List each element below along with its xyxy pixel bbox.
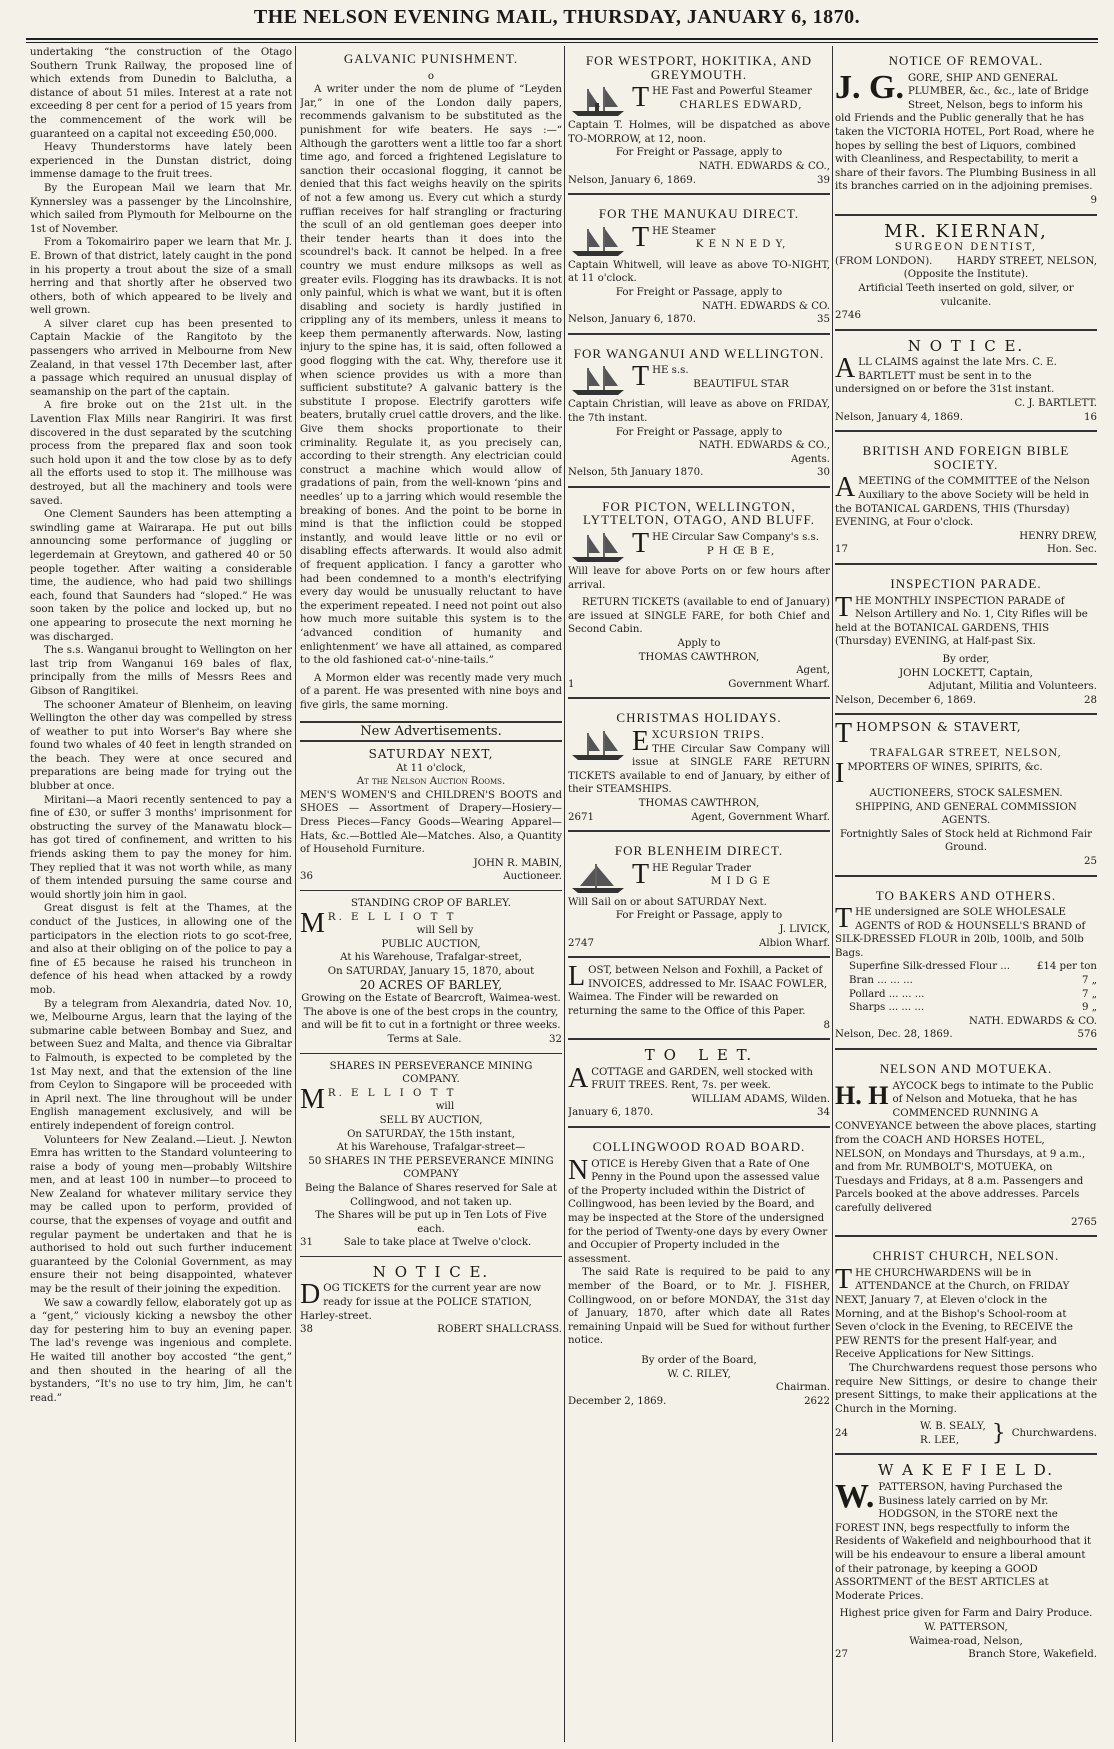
masthead-rule — [26, 38, 1098, 40]
ad-sign: W. B. SEALY, — [920, 1421, 986, 1433]
ad-number: 9 — [1090, 194, 1097, 206]
news-paragraph: Heavy Thunderstorms have lately been experienced in the Dunstan district, doing immense damage to the fruit trees. — [30, 142, 292, 181]
ad-line: On SATURDAY, the 15th instant, — [347, 1128, 515, 1140]
advertisement — [568, 492, 830, 700]
ad-title: STANDING CROP OF BARLEY. — [351, 898, 511, 910]
ad-sign: HENRY DREW, — [1019, 530, 1097, 542]
ad-title: FOR WANGANUI AND WELLINGTON. — [573, 345, 825, 361]
drop-cap: T — [632, 361, 650, 393]
ad-line: (FROM LONDON). — [835, 255, 933, 267]
ad-line: By order of the Board, — [641, 1354, 757, 1366]
ad-number: 27 — [835, 1649, 848, 1661]
advertisement — [568, 836, 830, 958]
ad-line: Highest price given for Farm and Dairy Produce. — [839, 1608, 1093, 1620]
ad-line: P H Œ B E, — [706, 545, 776, 557]
ad-line: SURGEON DENTIST, — [894, 242, 1038, 254]
drop-cap: T — [835, 591, 853, 623]
ad-title: SATURDAY NEXT, — [368, 747, 494, 762]
news-paragraph: One Clement Saunders has been attempting a swindling game at Wairarapa. He put out bills announcing some performance of juggling or legerdemain at Greytown, and gathered 40 or 50 people together. After waiting a considerable time, the audience, who had paid two shillings each, found that Saunders had “sloped.” He was soon taken by the police and locked up, but no one appearing to prosecute the next morning he was discharged. — [30, 509, 292, 643]
ad-line: Apply to — [677, 638, 721, 650]
ship-icon — [568, 531, 628, 565]
ad-line: Waimea-road, Nelson, — [909, 1635, 1023, 1647]
drop-cap: L — [568, 961, 586, 993]
ad-number: 2746 — [835, 310, 861, 322]
ad-number: 36 — [300, 871, 313, 883]
ad-line: Adjutant, Militia and Volunteers. — [928, 681, 1097, 693]
article-separator: o — [427, 70, 435, 82]
advertisement — [300, 1261, 562, 1343]
ad-body: Captain T. Holmes, will be dispatched as above TO-MORROW, at 12, noon. — [568, 120, 830, 145]
price-row: Pollard ... ... ... 7 „ — [849, 988, 1097, 1000]
column-three — [568, 46, 830, 1742]
ad-line: 20 ACRES OF BARLEY, — [359, 977, 503, 992]
ad-line: Fortnightly Sales of Stock held at Richmond Fair Ground. — [839, 828, 1093, 854]
ad-role: Chairman. — [775, 1382, 830, 1394]
price-row: Sharps ... ... ... 9 „ — [849, 1002, 1097, 1014]
ad-body: The said Rate is required to be paid to any member of the Board, or to Mr. J. FISHER, Collingwood, on or before MONDAY, the 31st day of January, 1870, after which date all Rates remaining Unpaid will be Sued for without further notice. — [568, 1267, 830, 1347]
ad-title: CHRIST CHURCH, NELSON. — [872, 1248, 1060, 1264]
price-row: Superfine Silk-dressed Flour ... £14 per ton — [849, 961, 1097, 973]
ad-sign: R. LEE, — [920, 1434, 960, 1446]
drop-cap: A — [835, 472, 856, 504]
column-divider — [832, 46, 833, 1742]
ad-number: 16 — [1084, 411, 1097, 423]
ad-body: THE Circular Saw Company will issue at SINGLE FARE RETURN TICKETS available to end of January, by either of their STEAMSHIPS. — [568, 743, 830, 796]
ad-line: will Sell by — [416, 925, 474, 937]
ad-body: Will leave for above Ports on or few hours after arrival. — [568, 566, 830, 591]
drop-cap: T — [632, 82, 650, 114]
ad-title: N O T I C E. — [907, 336, 1025, 355]
ad-line: Terms at Sale. — [387, 1033, 462, 1045]
ad-sign: ROBERT SHALLCRASS. — [437, 1324, 562, 1336]
drop-cap: I — [835, 757, 845, 789]
ad-title: MR. KIERNAN, — [884, 220, 1048, 242]
ship-icon — [568, 862, 628, 896]
ad-body: Captain Christian, will leave as above on FRIDAY, the 7th instant. — [568, 399, 830, 424]
ad-line: XCURSION TRIPS. — [652, 730, 765, 741]
ad-number: 1 — [568, 678, 575, 690]
ad-date: January 6, 1870. — [568, 1107, 654, 1119]
ad-sign: THOMAS CAWTHRON, — [638, 797, 760, 809]
ad-line: K E N N E D Y, — [695, 239, 787, 251]
ad-title: HOMPSON & STAVERT, — [856, 720, 1022, 735]
ad-body: HE undersigned are SOLE WHOLESALE AGENTS of ROD & HOUNSELL'S BRAND of SILK-DRESSED FLOUR in 20lb, 100lb, and 50lb Bags. — [835, 907, 1086, 959]
drop-cap: T — [835, 903, 853, 935]
ad-number: 39 — [817, 174, 830, 186]
ad-sign: NATH. EDWARDS & CO., — [698, 160, 830, 172]
masthead: THE NELSON EVENING MAIL, THURSDAY, JANUARY 6, 1870. — [253, 6, 861, 28]
news-paragraph: Great disgust is felt at the Thames, at the conduct of the Justices, in allowing one of the participators in the election riots to go scot-free, and also at their obliging on of the police to pay a fine of £5 because he raised his truncheon in defence of his head when attacked by a rowdy mob. — [30, 903, 292, 996]
ad-line: HARDY STREET, NELSON, — [956, 255, 1097, 267]
advertisement — [568, 1132, 830, 1414]
ad-number: 24 — [835, 1428, 848, 1440]
advertisement — [300, 746, 562, 891]
advertisement — [835, 1054, 1097, 1237]
ad-line: For Freight or Passage, apply to — [615, 147, 783, 159]
advertisement — [835, 220, 1097, 331]
ad-number: 31 — [300, 1237, 313, 1249]
article-title: GALVANIC PUNISHMENT. — [343, 51, 519, 66]
article-body: A Mormon elder was recently made very much of a parent. He was presented with nine boys and five girls, the same morning. — [300, 672, 562, 711]
ad-line: Being the Balance of Shares reserved for Sale at Collingwood, and not taken up. — [305, 1182, 557, 1208]
ad-body: MEETING of the COMMITTEE of the Nelson Auxiliary to the above Society will be held in the BOTANICAL GARDENS, THIS (Thursday) EVENING, at Four o'clock. — [835, 476, 1090, 529]
ship-icon — [568, 364, 628, 398]
ad-line: HE Circular Saw Company's s.s. — [652, 532, 820, 544]
ad-line: At the Nelson Auction Rooms. — [356, 776, 506, 788]
ad-title: FOR THE MANUKAU DIRECT. — [598, 206, 800, 222]
advertisement: CHRIST CHURCH, NELSON. THE CHURCHWARDENS will be in ATTENDANCE at the Church, on FRIDAY NEXT, January 7, at Eleven o'clock in the Morning, and at the Bishop's School-room at Seven o'clock in the Evening, to RECEIVE the PEW RENTS for the present Half-year, and Receive Applications for New Sittings. The Churchwardens request those persons who require New Sittings, or desire to change their present Sittings, to make their applications at the Church in the Morning. 24 W. B. SEALY, R. LEE, } Churchwardens. — [835, 1241, 1097, 1455]
ad-role: Agent, — [796, 665, 830, 677]
news-paragraph: undertaking “the construction of the Otago Southern Trunk Railway, the proposed line of which extends from Dunedin to Balclutha, a distance of about 51 miles. Interest at a rate not exceeding 8 per cent for a period of 15 years from the commencement of the work will be guaranteed on a capital not exceeding £50,000. — [30, 47, 292, 140]
ad-line: Albion Wharf. — [759, 937, 830, 949]
advertisement — [568, 199, 830, 335]
ad-title: T O L E T. — [644, 1046, 754, 1065]
ad-title: CHRISTMAS HOLIDAYS. — [616, 710, 782, 726]
ad-sign: NATH. EDWARDS & CO. — [702, 300, 830, 312]
ad-number: 30 — [817, 467, 830, 479]
ad-line: Agent, Government Wharf. — [691, 811, 830, 823]
news-paragraph: The s.s. Wanganui brought to Wellington on her last trip from Wanganui 169 bales of flax, principally from the mills of Messrs Rees and Gibson of Rangitikei. — [30, 645, 292, 697]
news-paragraph: A fire broke out on the 21st ult. in the Lavention Flax Mills near Rangiriri. It was first discovered in the dust separated by the scutching process from the prepared flax and soon took such hold upon it and the tow close by as to defy all the efforts used to stop it. The millhouse was destroyed, but all the machinery and tools were saved. — [30, 400, 292, 507]
ad-line: At his Warehouse, Trafalgar-street— — [336, 1142, 526, 1154]
ad-number: 34 — [817, 1107, 830, 1119]
news-paragraph: A silver claret cup has been presented to Captain Mackie of the Rangitoto by the passengers who arrived in Melbourne from New Zealand, in that vessel 17th December last, after a passage which required an unusual display of seamanship on the part of the captain. — [30, 318, 292, 398]
advertisement — [568, 46, 830, 195]
drop-cap: N — [568, 1154, 589, 1186]
ad-title: NELSON AND MOTUEKA. — [879, 1061, 1053, 1077]
ad-line: SELL BY AUCTION, — [379, 1114, 483, 1126]
news-paragraph: The schooner Amateur of Blenheim, on leaving Wellington the other day was compelled by stress of weather to put into Worser's Bay where she found two whales of 40 feet in length stranded on the beach. They were at once secured and preparations are being made for trying out the blubber at once. — [30, 699, 292, 793]
ad-number: 8 — [823, 1019, 830, 1031]
ad-line: Government Wharf. — [728, 678, 830, 690]
drop-cap: T — [632, 221, 650, 253]
ad-line: R. E L L I O T T — [327, 911, 457, 923]
drop-cap: T — [835, 1263, 853, 1295]
drop-cap: M — [300, 907, 325, 939]
advertisement — [835, 719, 1097, 876]
advertisement — [568, 1044, 830, 1128]
news-paragraph: From a Tokomairiro paper we learn that Mr. J. E. Brown of that district, lately caught in the pond in his property a trout about the size of a small herring and that shortly after he observed two others, both of which appeared to be lively and well grown. — [30, 237, 292, 317]
ad-logo: J. G. — [835, 68, 904, 106]
ad-body: Captain Whitwell, will leave as above TO-NIGHT, at 11 o'clock. — [568, 259, 830, 285]
ship-icon — [568, 225, 628, 259]
drop-cap: T — [835, 718, 854, 750]
ad-sign: W. PATTERSON, — [924, 1622, 1008, 1633]
ad-role: Churchwardens. — [1011, 1428, 1097, 1440]
ad-date: Nelson, Dec. 28, 1869. — [835, 1029, 953, 1041]
ad-sign: JOHN R. MABIN, — [473, 857, 562, 869]
advertisement — [568, 962, 830, 1040]
ad-number: 2622 — [804, 1395, 830, 1407]
price-row: Bran ... ... ... 7 „ — [849, 975, 1097, 987]
ad-body: HE CHURCHWARDENS will be in ATTENDANCE at the Church, on FRIDAY NEXT, January 7, at Eleven o'clock in the Morning, and at the Bishop's School-room at Seven o'clock in the Evening, to RECEIVE the PEW RENTS for the present Half-year, and Receive Applications for New Sittings. — [835, 1267, 1073, 1361]
article-body: A writer under the nom de plume of “Leyden Jar,” in one of the London daily papers, recommends galvanism to be substituted as the punishment for wife beaters. He says :—“ Although the garotters went a little too far a short time ago, and forced a frightened Legislature to sanction their occasional flogging, it cannot be denied that this fact weighs heavily on the spirits of not a few among us. Every cut which a sturdy ruffian receives for half strangling or fracturing the scull of an old gentleman goes deeper into their tender hearts than it does into the scoundrel's back. It cannot be helped. In a free country we must endure milksops as well as greater evils. Flogging has its drawbacks. It is not only painful, which is what we want, but it is often disabling and society is hardly justified in crippling any of its members, unless it means to keep them permanently afterwards. Now, lasting injury to the spine has, it is said, often followed a good flogging with the cat. Why, therefore use it when science provides us with a more than sufficient substitute? A galvanic battery is the substitute I propose. Electrify garotters wife beaters, brutally cruel cattle drovers, and the like. Give them shocks proportionate to their criminality. Regulate it, as you precisely can, according to their strength. Any electrician could construct a machine which would allow of gradations of pain, from the well-known ‘pins and needles’ up to a jarring which would resemble the breaking of bones. And the point to be borne in mind is that the infliction could be stopped instantly, and would leave little or no evil or disabling effects afterwards. It would also admit of frequent application. I fancy a garotter who had been condemned to a month's electrifying every day would be unusually reluctant to have the experiment repeated. I need not point out also how much more suitable this system is to the ‘advanced condition of humanity and enlightenment’ we have all attained, as compared to the old fashioned cat-o'-nine-tails.” — [300, 84, 562, 667]
ad-sign: J. LIVICK, — [779, 923, 830, 935]
advertisement — [568, 703, 830, 832]
ad-line: 50 SHARES IN THE PERSEVERANCE MINING COMPANY — [308, 1155, 554, 1181]
ad-logo: W. — [835, 1478, 875, 1516]
news-column — [30, 46, 292, 1742]
ad-line: By order, — [942, 653, 990, 665]
drop-cap: E — [632, 726, 650, 757]
ad-number: 38 — [300, 1324, 313, 1336]
ad-title: SHARES IN PERSEVERANCE MINING COMPANY. — [329, 1060, 533, 1086]
column-four — [835, 46, 1097, 1742]
ad-line: At his Warehouse, Trafalgar-street, — [340, 952, 522, 964]
ad-sign: THOMAS CAWTHRON, — [638, 651, 760, 663]
drop-cap: D — [300, 1279, 321, 1311]
drop-cap: A — [568, 1062, 589, 1094]
ad-line: will — [435, 1101, 455, 1113]
section-heading: New Advertisements. — [300, 721, 562, 743]
ad-body: OTICE is Hereby Given that a Rate of One Penny in the Pound upon the assessed value of the Property included within the District of Collingwood, has been levied by the Board, and may be inspected at the Store of the undersigned for the period of Twenty-one days by every Owner and Occupier of Property included in the assessment. — [568, 1158, 828, 1265]
ship-icon — [568, 85, 628, 119]
ad-line: Artificial Teeth inserted on gold, silver, or vulcanite. — [858, 282, 1074, 308]
ad-number: 28 — [1084, 694, 1097, 706]
ad-body: Will Sail on or about SATURDAY Next. — [568, 896, 767, 908]
drop-cap: T — [632, 528, 650, 560]
ad-body: The Churchwardens request those persons who require New Sittings, or desire to change their present Sittings, to make their applications at the Church in the Morning. — [835, 1362, 1097, 1415]
advertisement — [835, 436, 1097, 565]
ad-line: HE Steamer — [652, 225, 716, 237]
ad-body: PATTERSON, having Purchased the Business lately carried on by Mr. HODGSON, in the STORE next the FOREST INN, begs respectfully to inform the Residents of Wakefield and neighbourhood that it will be his endeavour to ensure a liberal amount of their patronage, by keeping a GOOD ASSORTMENT of the BEST ARTICLES at Moderate Prices. — [835, 1482, 1092, 1602]
advertisement — [835, 1459, 1097, 1667]
news-paragraph: Miritani—a Maori recently sentenced to pay a fine of £30, or suffer 3 months' imprisonment for obstructing the survey of the Manawatu block—has got tired of confinement, and written to his friends asking them to pay the money for him. They replied that it was not worth while, as many of them intended pursuing the same course and would shortly join him in gaol. — [30, 794, 292, 901]
ad-body: The above is one of the best crops in the country, and will be fit to cut in a fortnight or three weeks. — [301, 1006, 561, 1032]
column-divider — [564, 46, 565, 1742]
advertisement — [835, 46, 1097, 216]
ad-date: Nelson, January 4, 1869. — [835, 411, 963, 423]
ad-number: 2671 — [568, 811, 594, 823]
masthead-rule-thin — [26, 42, 1098, 43]
ad-line: HE Fast and Powerful Steamer — [652, 86, 812, 98]
news-paragraph: By a telegram from Alexandria, dated Nov. 10, we, Melbourne Argus, learn that the laying of the submarine cable between Bombay and Suez, and between Suez and Malta, and thence via Gibraltar to Falmouth, is expected to be completed by the 1st May next, and that the extension of the line from Ceylon to Singapore will be proceeded with in April next. The line throughout will be under English management exclusively, and will be entirely independent of foreign control. — [30, 998, 292, 1132]
ad-body: HE MONTHLY INSPECTION PARADE of Nelson Artillery and No. 1, City Rifles will be held at the BOTANICAL GARDENS, THIS (Thursday) EVENING, at Half-past Six. — [835, 595, 1088, 648]
ad-date: Nelson, 5th January 1870. — [568, 467, 704, 479]
column-divider — [295, 46, 296, 1742]
ad-title: W A K E F I E L D. — [877, 1461, 1055, 1480]
ad-logo: H. H — [835, 1080, 889, 1110]
ad-number: 25 — [1084, 855, 1097, 867]
ad-body: COTTAGE and GARDEN, well stocked with FRUIT TREES. Rent, 7s. per week. — [591, 1066, 813, 1092]
ad-sign: WILLIAM ADAMS, Wilden. — [691, 1093, 830, 1105]
ad-line: For Freight or Passage, apply to — [615, 286, 783, 298]
column-two — [300, 46, 562, 1742]
ad-line: R. E L L I O T T — [327, 1087, 457, 1099]
ad-number: 17 — [835, 544, 848, 556]
news-paragraph: Volunteers for New Zealand.—Lieut. J. Newton Emra has written to the Standard volunteering to raise a body of young men—probably Wiltshire men, and at least 100 in number—to proceed to New Zealand for whatever military service they may be called upon to perform, provided of course, that the expenses of voyage and outfit and regular payment be undertaken and that he is authorised to hold out such further inducement guaranteed by the Colonial Government, as may ensure their not being disappointed, whatever may be the result of their joining the expedition. — [30, 1134, 292, 1296]
ad-date: Nelson, December 6, 1869. — [835, 694, 976, 706]
ad-line: AUCTIONEERS, STOCK SALESMEN. — [869, 787, 1063, 799]
advertisement — [835, 881, 1097, 1051]
ad-number: 576 — [1077, 1029, 1097, 1041]
ad-title: INSPECTION PARADE. — [890, 576, 1042, 591]
ad-line: For Freight or Passage, apply to — [615, 910, 783, 922]
ad-sign: NATH. EDWARDS & CO. — [969, 1015, 1097, 1027]
news-paragraph: By the European Mail we learn that Mr. Kynnersley was a passenger by the Lincolnshire, which sailed from Plymouth for Melbourne on the 1st of November. — [30, 182, 292, 235]
advertisement — [300, 1058, 562, 1257]
ad-date: December 2, 1869. — [568, 1395, 667, 1407]
ad-line: MPORTERS OF WINES, SPIRITS, &c. — [847, 761, 1043, 773]
ad-number: 2765 — [1071, 1216, 1097, 1228]
ad-body: OG TICKETS for the current year are now ready for issue at the POLICE STATION, Harley-street. — [300, 1283, 542, 1322]
ad-date: Nelson, January 6, 1869. — [568, 174, 696, 186]
ad-title: BRITISH AND FOREIGN BIBLE SOCIETY. — [862, 443, 1070, 472]
ad-sign: JOHN LOCKETT, Captain, — [899, 667, 1033, 679]
drop-cap: M — [300, 1083, 325, 1115]
ad-line: (Opposite the Institute). — [903, 269, 1029, 281]
ad-line: For Freight or Passage, apply to — [615, 426, 783, 438]
ad-sign: NATH. EDWARDS & CO., — [698, 440, 830, 452]
ad-body: RETURN TICKETS (available to end of January) are issued at SINGLE FARE, for both Chief and Second Cabin. — [568, 597, 830, 636]
ad-title: FOR PICTON, WELLINGTON, LYTTELTON, OTAGO, AND BLUFF. — [583, 498, 815, 528]
ad-line: Branch Store, Wakefield. — [968, 1649, 1097, 1661]
ad-sign: W. C. RILEY, — [667, 1368, 731, 1380]
ad-line: PUBLIC AUCTION, — [381, 938, 481, 950]
news-paragraph: We saw a cowardly fellow, elaborately got up as a “gent,” viciously kicking a newsboy the other day for pestering him to buy an evening paper. The lad's revenge was ingenious and complete. He waited till another boy accosted “the gent,” and then shouted in the hearing of all the bystanders, “It's no use to try him, Jim, he can't read.” — [30, 1297, 292, 1404]
ad-role: Auctioneer. — [503, 871, 562, 883]
advertisement — [300, 895, 562, 1054]
ad-title: COLLINGWOOD ROAD BOARD. — [592, 1139, 806, 1155]
ad-date: Nelson, January 6, 1870. — [568, 314, 696, 326]
ad-title: FOR BLENHEIM DIRECT. — [614, 843, 784, 859]
ad-line: BEAUTIFUL STAR — [693, 378, 789, 390]
drop-cap: T — [632, 858, 650, 890]
ad-line: HE s.s. — [652, 365, 689, 377]
drop-cap: A — [835, 353, 856, 385]
ad-title: N O T I C E. — [372, 1262, 490, 1281]
ad-title: FOR WESTPORT, HOKITIKA, AND GREYMOUTH. — [585, 53, 813, 82]
ad-title: NOTICE OF REMOVAL. — [888, 53, 1044, 68]
ad-sign: C. J. BARTLETT. — [1014, 398, 1097, 410]
ad-body: OST, between Nelson and Foxhill, a Packet of INVOICES, addressed to Mr. ISAAC FOWLER, Waimea. The Finder will be rewarded on returning the same to the Office of this Paper. — [568, 965, 828, 1017]
ad-line: Sale to take place at Twelve o'clock. — [343, 1237, 532, 1249]
ad-line: Growing on the Estate of Bearcroft, Waimea-west. — [301, 993, 561, 1005]
advertisement — [835, 335, 1097, 433]
ad-line: SHIPPING, AND GENERAL COMMISSION AGENTS. — [855, 801, 1077, 827]
ad-body: MEN'S WOMEN'S and CHILDREN'S BOOTS and SHOES — Assortment of Drapery—Hosiery—Dress Pieces—Fancy Goods—Wearing Apparel—Hats, &c.—Bottled Ale—Matches. Also, a Quantity of Household Furniture. — [300, 789, 562, 856]
ad-body: GORE, SHIP AND GENERAL PLUMBER, &c., &c., late of Bridge Street, Nelson, begs to inform his old Friends and the Public generally that he has taken the VICTORIA HOTEL, Port Road, where he hopes by selling the best of Liquors, combined with Cleanliness, and Respectability, to merit a share of their favors. The Plumbing Business in all its branches carried on in the adjoining premises. — [835, 72, 1097, 193]
ad-role: Hon. Sec. — [1046, 544, 1097, 556]
ad-number: 32 — [549, 1033, 562, 1045]
ad-line: HE Regular Trader — [652, 862, 752, 874]
advertisement — [568, 339, 830, 488]
advertisement — [835, 569, 1097, 715]
ad-number: 2747 — [568, 937, 594, 949]
ad-line: At 11 o'clock, — [396, 762, 466, 774]
ad-line: TRAFALGAR STREET, NELSON, — [870, 748, 1062, 760]
ad-line: On SATURDAY, January 15, 1870, about — [327, 966, 535, 977]
ad-number: 35 — [817, 314, 830, 326]
ad-body: AYCOCK begs to intimate to the Public of Nelson and Motueka, that he has COMMENCED RUNNING A CONVEYANCE between the above places, starting from the COACH AND HORSES HOTEL, NELSON, on Mondays and Thursdays, at 9 a.m., and from Mr. RUMBOLT'S, MOTUEKA, on Tuesdays and Fridays, at 8 a.m. Passengers and Parcels booked at the above addresses. Parcels carefully delivered — [835, 1080, 1097, 1214]
ad-title: TO BAKERS AND OTHERS. — [875, 887, 1057, 903]
ad-body: LL CLAIMS against the late Mrs. C. E. BARTLETT must be sent in to the undersigned on or before the 31st instant. — [835, 357, 1057, 396]
ad-line: The Shares will be put up in Ten Lots of Five each. — [315, 1210, 547, 1235]
ship-icon — [568, 729, 628, 763]
ad-role: Agents. — [790, 453, 830, 465]
ad-line: M I D G E — [710, 876, 772, 888]
ad-line: CHARLES EDWARD, — [679, 99, 803, 111]
